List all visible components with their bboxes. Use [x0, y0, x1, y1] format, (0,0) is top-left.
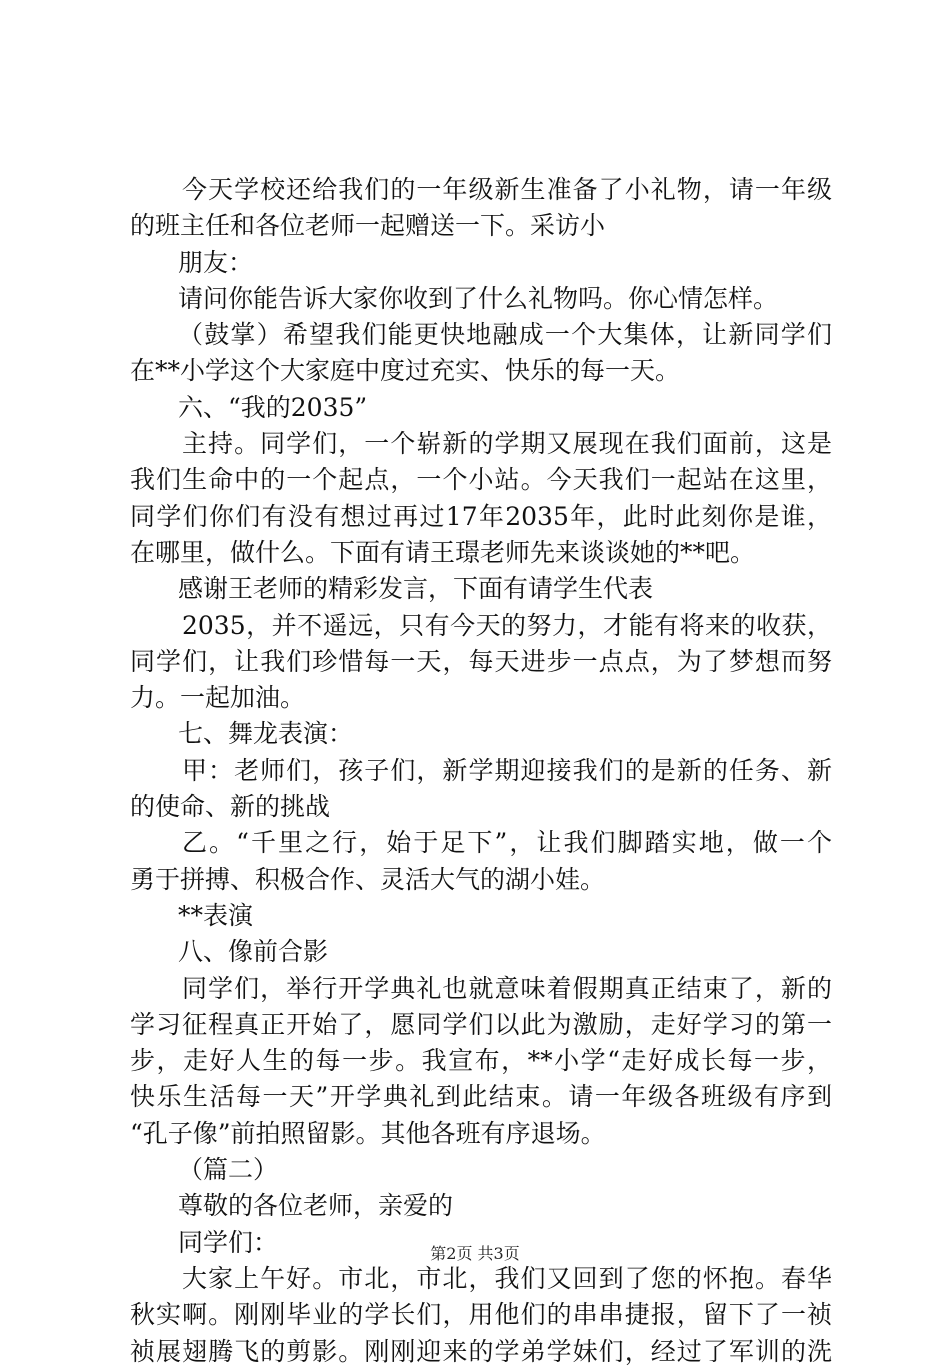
- text-line: 请问你能告诉大家你收到了什么礼物吗。你心情怎样。: [178, 283, 779, 313]
- text-line: 在**小学这个大家庭中度过充实、快乐的每一天。: [130, 356, 681, 386]
- text-line: 同学们，举行开学典礼也就意味着假期真正结束了，新的: [182, 973, 832, 1003]
- text-line: **表演: [178, 900, 254, 930]
- text-line: 同学们：: [178, 1227, 279, 1257]
- text-line: 主持。同学们，一个崭新的学期又展现在我们面前，这是: [182, 429, 832, 459]
- text-line: 祯展翅腾飞的剪影。刚刚迎来的学弟学妹们，经过了军训的洗: [130, 1336, 832, 1366]
- text-line: （篇二）: [178, 1155, 279, 1185]
- text-line: “孔子像”前拍照留影。其他各班有序退场。: [130, 1118, 606, 1148]
- page-footer: 第2页 共3页: [430, 1244, 520, 1263]
- text-line: 秋实啊。刚刚毕业的学长们，用他们的串串捷报，留下了一祯: [130, 1300, 832, 1330]
- text-line: 今天学校还给我们的一年级新生准备了小礼物，请一年级: [182, 175, 832, 204]
- text-line: 六、“我的2035”: [178, 392, 368, 422]
- text-line: 尊敬的各位老师，亲爱的: [178, 1191, 454, 1221]
- text-line: 感谢王老师的精彩发言，下面有请学生代表: [178, 574, 654, 604]
- text-line: 在哪里，做什么。下面有请王璟老师先来谈谈她的**吧。: [130, 537, 756, 567]
- text-line: 八、像前合影: [178, 937, 329, 967]
- text-line: 的使命、新的挑战: [130, 792, 331, 822]
- text-line: 同学们，让我们珍惜每一天，每天进步一点点，为了梦想而努: [130, 646, 832, 676]
- text-line: 的班主任和各位老师一起赠送一下。采访小: [130, 211, 606, 241]
- text-line: 学习征程真正开始了，愿同学们以此为激励，走好学习的第一: [130, 1009, 832, 1039]
- text-line: 乙。“千里之行，始于足下”，让我们脚踏实地，做一个: [182, 828, 832, 858]
- text-line: 七、舞龙表演：: [178, 719, 354, 749]
- text-line: 同学们你们有没有想过再过17年2035年，此时此刻你是谁，: [130, 501, 832, 531]
- text-line: 勇于拼搏、积极合作、灵活大气的湖小娃。: [130, 864, 606, 894]
- text-line: 我们生命中的一个起点，一个小站。今天我们一起站在这里，: [130, 465, 832, 495]
- text-line: 2035，并不遥远，只有今天的努力，才能有将来的收获，: [182, 610, 832, 640]
- text-line: 力。一起加油。: [130, 683, 306, 713]
- text-line: 步，走好人生的每一步。我宣布，**小学“走好成长每一步，: [130, 1046, 832, 1076]
- text-line: 大家上午好。市北，市北，我们又回到了您的怀抱。春华: [182, 1263, 832, 1293]
- text-line: （鼓掌）希望我们能更快地融成一个大集体，让新同学们: [178, 320, 832, 350]
- text-line: 朋友：: [178, 247, 254, 277]
- text-line: 甲：老师们，孩子们，新学期迎接我们的是新的任务、新: [182, 755, 832, 785]
- document-body: [130, 172, 832, 1370]
- text-line: 快乐生活每一天”开学典礼到此结束。请一年级各班级有序到: [130, 1082, 832, 1112]
